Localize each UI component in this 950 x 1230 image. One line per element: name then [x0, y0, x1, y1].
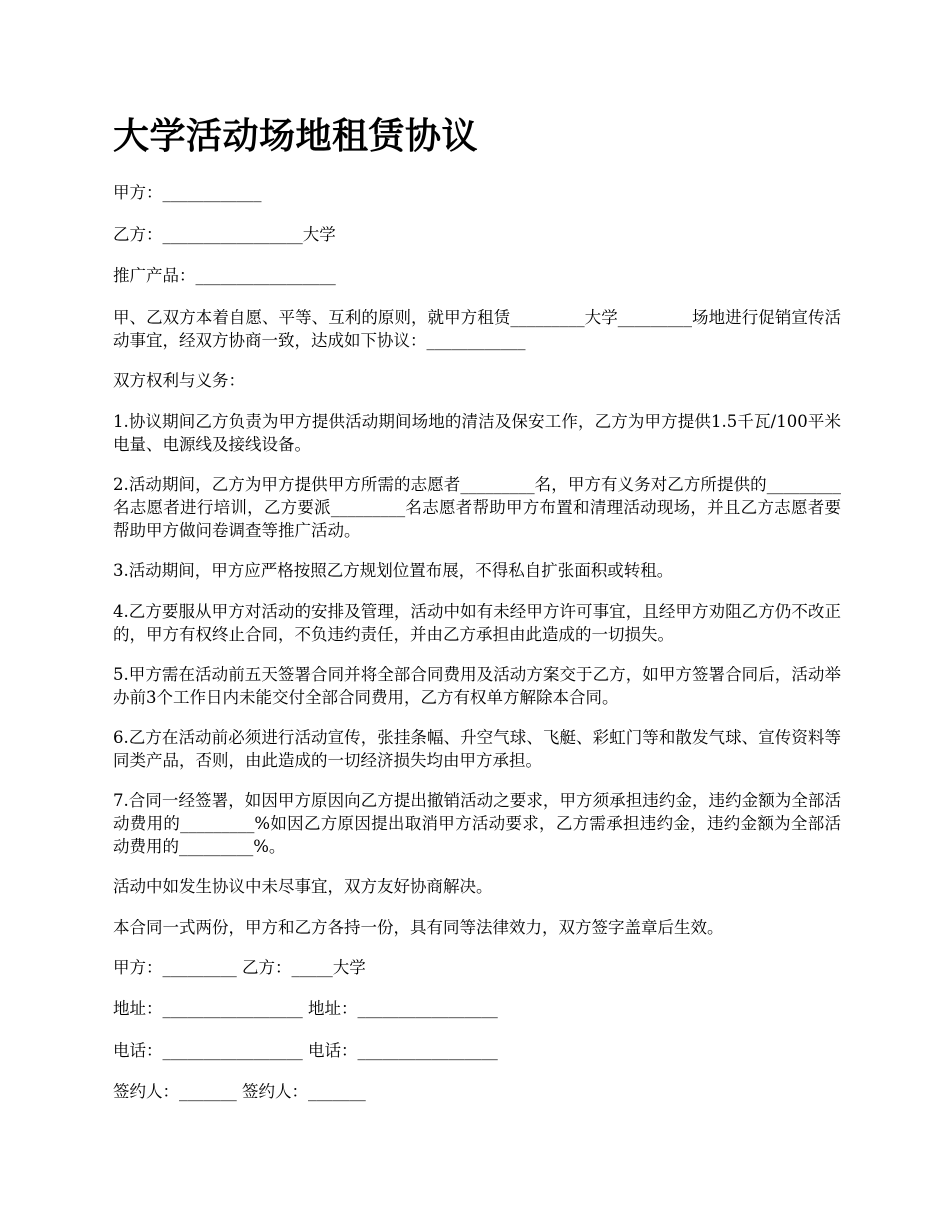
party-a-line: 甲方：____________: [113, 183, 262, 202]
clause-5: 5.甲方需在活动前五天签署合同并将全部合同费用及活动方案交于乙方，如甲方签署合同后，活动举办前3个工作日内未能交付全部合同费用，乙方有权单方解除本合同。: [113, 665, 841, 707]
unresolved-matters: 活动中如发生协议中未尽事宜，双方友好协商解决。: [113, 877, 493, 896]
document-title: 大学活动场地租赁协议: [113, 115, 479, 157]
clause-7: 7.合同一经签署，如因甲方原因向乙方提出撤销活动之要求，甲方须承担违约金，违约金额为全部活动费用的_________%如因乙方原因提出取消甲方活动要求，乙方需承担违约金，违约金额为全部活动费用的_________%。: [113, 791, 841, 856]
product-line: 推广产品：_________________: [113, 266, 336, 285]
copies-clause: 本合同一式两份，甲方和乙方各持一份，具有同等法律效力，双方签字盖章后生效。: [113, 918, 724, 937]
clause-2: 2.活动期间，乙方为甲方提供甲方所需的志愿者_________名，甲方有义务对乙方所提供的_________名志愿者进行培训，乙方要派_________名志愿者帮助甲方布置和清理活动现场，并且乙方志愿者要帮助甲方做问卷调查等推广活动。: [113, 475, 841, 540]
clause-4: 4.乙方要服从甲方对活动的安排及管理，活动中如有未经甲方许可事宜，且经甲方劝阻乙方仍不改正的，甲方有权终止合同，不负违约责任，并由乙方承担由此造成的一切损失。: [113, 602, 841, 644]
intro-paragraph: 甲、乙双方本着自愿、平等、互利的原则，就甲方租赁_________大学_________场地进行促销宣传活动事宜，经双方协商一致，达成如下协议：____________: [113, 308, 841, 350]
signature-signer: 签约人：_______ 签约人：_______: [113, 1082, 366, 1101]
clause-1: 1.协议期间乙方负责为甲方提供活动期间场地的清洁及保安工作，乙方为甲方提供1.5千瓦/100平米电量、电源线及接线设备。: [113, 412, 841, 454]
signature-parties: 甲方：_________ 乙方：_____大学: [113, 958, 366, 977]
clause-6: 6.乙方在活动前必须进行活动宣传，张挂条幅、升空气球、飞艇、彩虹门等和散发气球、宣传资料等同类产品，否则，由此造成的一切经济损失均由甲方承担。: [113, 728, 841, 770]
party-b-line: 乙方：_________________大学: [113, 225, 336, 244]
signature-address: 地址：_________________ 地址：_________________: [113, 999, 498, 1018]
clause-3: 3.活动期间，甲方应严格按照乙方规划位置布展，不得私自扩张面积或转租。: [113, 561, 674, 580]
signature-phone: 电话：_________________ 电话：_________________: [113, 1041, 498, 1060]
rights-heading: 双方权利与义务：: [113, 371, 245, 390]
